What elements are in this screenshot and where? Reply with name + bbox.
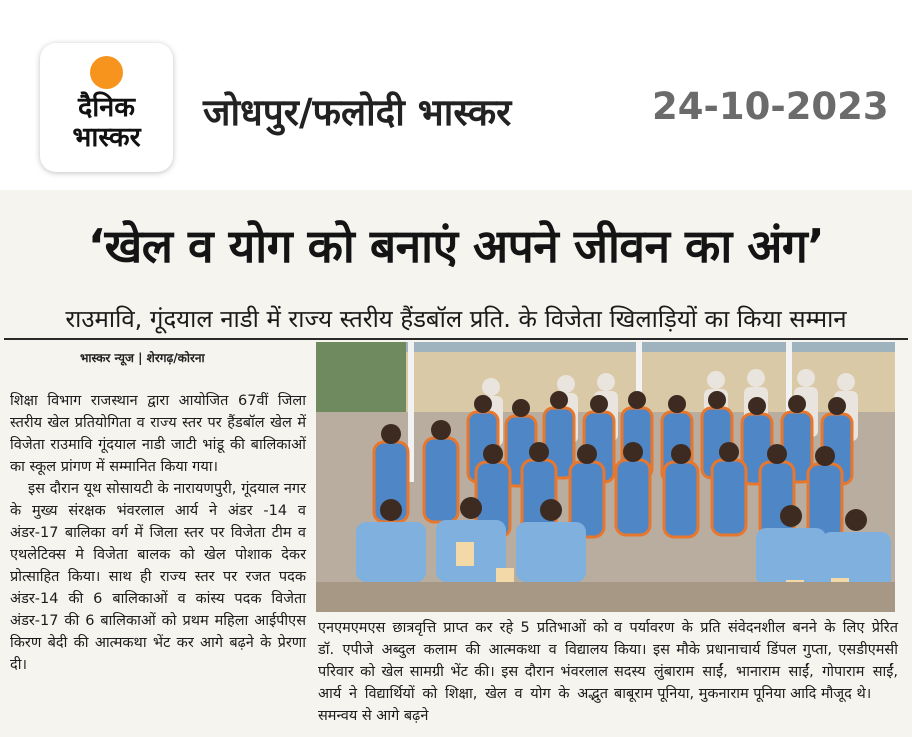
article-paragraph: शिक्षा विभाग राजस्थान द्वारा आयोजित 67वीं जिला स्तरीय खेल प्रतियोगिता व राज्य स्तर पर हैंडबॉल खेल में विजेता राउमावि गूंदयाल नाडी जाटी भांडू की बालिकाओं का स्कूल प्रांगण में सम्मानित किया गया। [10,393,306,475]
article-paragraph: एनएमएमएस छात्रवृत्ति प्राप्त कर रहे 5 प्रतिभाओं को डॉ. एपीजे अब्दुल कलाम की आत्मकथा व विद्यालय परिवार को खेल सामग्री भेंट की। इस दौरान भंवरलाल आर्य ने विद्यार्थियों को शिक्षा, खेल व योग के अद्भुत समन्वय से आगे बढ़ने [318,620,608,724]
divider-line [4,338,908,340]
logo-text-line1: दैनिक [77,92,136,123]
article-column-middle [318,617,608,727]
article-headline: ‘खेल व योग को बनाएं अपने जीवन का अंग’ [87,219,825,273]
group-photo [316,342,895,612]
article-column-right [614,617,898,705]
article-subheadline: राउमावि, गूंदयाल नाडी में राज्य स्तरीय हैंडबॉल प्रति. के विजेता खिलाड़ियों का किया सम्मान [65,305,847,333]
article-column-left [10,390,306,676]
article-paragraph: व पर्यावरण के प्रति संवेदनशील बनने के लिए प्रेरित किया। इस मौके प्रधानाचार्य डिंपल गुप्ता, एसडीएमसी सदस्य लुंबाराम साईं, भानाराम साईं, गोपाराम साईं, बाबूराम पूनिया, मुकनाराम पूनिया आदि मौजूद थे। [614,620,898,702]
page-header [0,0,912,190]
edition-title: जोधपुर/फलोदी भास्कर [203,91,512,134]
logo-text-line2: भास्कर [72,122,141,153]
sun-icon [90,56,123,89]
dainik-bhaskar-logo [40,43,173,172]
edition-date: 24-10-2023 [652,85,889,128]
article-paragraph: इस दौरान यूथ सोसायटी के नारायणपुरी, गूंदयाल नगर के मुख्य संरक्षक भंवरलाल आर्य ने अंडर -14 व अंडर-17 बालिका वर्ग में जिला स्तर पर विजेता टीम व एथलेटिक्स मे विजेता बालक को खेल पोशाक देकर प्रोत्साहित किया। साथ ही राज्य स्तर पर रजत पदक अंडर-14 की 6 बालिकाओं व कांस्य पदक विजेता अंडर-17 की 6 बालिकाओं को प्रथम महिला आईपीएस किरण बेदी की आत्मकथा भेंट कर आगे बढ़ने के प्रेरणा दी। [10,481,306,673]
article-byline: भास्कर न्यूज | शेरगढ़/कोरना [80,351,205,365]
